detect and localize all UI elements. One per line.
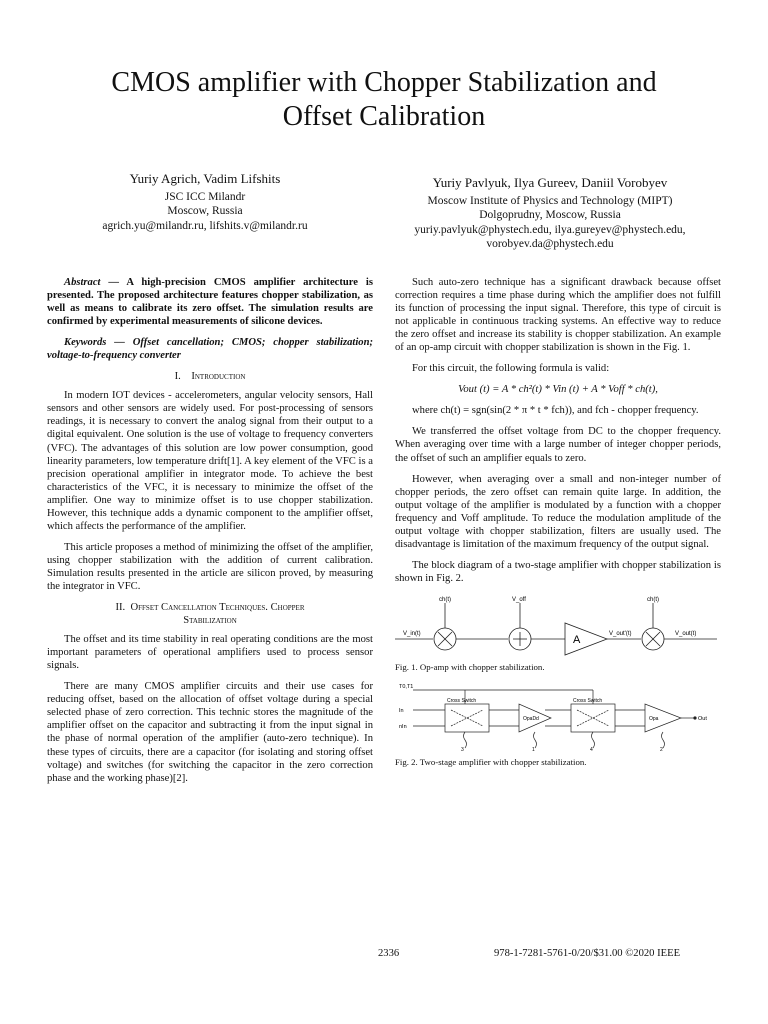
figure-2 — [395, 682, 721, 769]
paragraph: For this circuit, the following formula is valid: — [412, 363, 610, 375]
keywords-text: — Offset cancellation; CMOS; chopper stabilization; voltage-to-frequency converter — [47, 337, 373, 362]
paragraph: where ch(t) = sgn(sin(2 * π * t * fch)), and fch - chopper frequency. — [412, 405, 699, 417]
section-title-cont: Stabilization — [183, 615, 237, 627]
figure-2-caption: Fig. 2. Two-stage amplifier with chopper stabilization. — [395, 757, 587, 768]
author-affiliation: Moscow Institute of Physics and Technology (MIPT) — [427, 194, 673, 207]
title-line-1: CMOS amplifier with Chopper Stabilization and — [111, 67, 657, 98]
keywords-label: Keywords — [64, 337, 107, 349]
figure-1 — [395, 593, 721, 674]
paragraph: We transferred the offset voltage from DC to the chopper frequency. When averaging over time with a large number of integer chopper periods, the offset of such an amplifier equals to zero. — [395, 426, 721, 464]
fig1-v-off: V_off — [512, 596, 526, 603]
figure-1-caption: Fig. 1. Op-amp with chopper stabilization. — [395, 661, 545, 672]
page-number: 2336 — [378, 948, 400, 959]
paper-title — [40, 66, 728, 134]
fig2-pin-4: 4 — [590, 747, 593, 753]
fig2-in: In — [399, 708, 404, 715]
fig2-pin-2: 2 — [660, 747, 663, 753]
fig2-opa-1: OpaDd — [523, 716, 539, 723]
author-city: Moscow, Russia — [167, 205, 243, 217]
section-number: I. — [174, 371, 181, 383]
paragraph: In modern IOT devices - accelerometers, angular velocity sensors, Hall sensors and other sensors are widely used. For post-processing of sensors readings, it is necessary to convert the analog signal from their output to a digital equivalent. One solution is the use of voltage to frequency converters (VFC). The advantages of this solution are low power consumption, good linearity parameters, low temperature drift[1]. A key element of the VFC is a precision operational amplifier in integrator mode. To achieve the best characteristics of the VFC, it is necessary to minimize the offset of the amplifier. One way to minimize offset is to use chopper stabilization. However, this technique adds a dynamic component to the amplifier offset, which affects the performance of the amplifier. — [47, 390, 373, 532]
section-title: Offset Cancellation Techniques. Chopper — [130, 602, 305, 614]
section-heading-1 — [47, 370, 373, 383]
fig2-pin-1: 1 — [532, 747, 535, 753]
fig2-t0t1: T0,T1 — [399, 684, 414, 691]
abstract-text: — A high-precision CMOS amplifier architecture is presented. The proposed architecture features chopper stabilization, as well as means to calibrate its zero offset. The simulation results are confirmed by experimental measurements of silicone devices. — [47, 277, 373, 328]
fig1-v-in: V_in(t) — [403, 630, 421, 637]
title-line-2: Offset Calibration — [282, 101, 486, 132]
paragraph: However, when averaging over a small and non-integer number of chopper periods, the zero offset can remain quite large. In addition, the output voltage of the amplifier is modulated by a function with a chopper frequency and Voff amplitude. To reduce the modulation amplitude of the output voltage with chopper stabilization, filters are usually used. The disadvantage is limitation of the maximum frequency of the output signal. — [395, 473, 721, 550]
keywords — [47, 336, 373, 362]
fig2-nin: nIn — [399, 724, 407, 731]
fig1-ch-left: ch(t) — [439, 596, 451, 603]
fig2-pin-3: 3 — [461, 747, 464, 753]
copyright-notice: 978-1-7281-5761-0/20/$31.00 ©2020 IEEE — [494, 948, 681, 959]
op-amp-chopper-diagram — [395, 593, 721, 657]
fig1-v-out: V_out(t) — [675, 630, 697, 637]
section-title: Introduction — [191, 371, 246, 383]
fig2-opa-2: Opa — [649, 716, 659, 723]
author-affiliation: JSC ICC Milandr — [164, 190, 246, 203]
abstract-label: Abstract — [64, 277, 101, 288]
author-names: Yuriy Pavlyuk, Ilya Gureev, Daniil Vorobyev — [432, 175, 668, 190]
two-stage-amplifier-diagram — [395, 682, 721, 752]
fig1-ch-right: ch(t) — [647, 596, 659, 603]
paragraph: The offset and its time stability in real operating conditions are the most important parameters of operational amplifiers used to process sensor signals. — [47, 634, 373, 672]
abstract — [47, 276, 373, 328]
section-number: II. — [115, 602, 126, 614]
fig2-out: Out — [698, 716, 707, 723]
section-heading-2 — [47, 601, 373, 627]
author-email-cont[interactable]: vorobyev.da@phystech.edu — [486, 238, 614, 250]
fig2-cross-switch-1: Cross Switch — [447, 698, 477, 705]
equation: Vout (t) = A * ch²(t) * Vin (t) + A * Voff * ch(t), — [458, 384, 658, 396]
author-email[interactable]: agrich.yu@milandr.ru, lifshits.v@milandr.ru — [102, 219, 308, 232]
paragraph: This article proposes a method of minimizing the offset of the amplifier, using chopper stabilization with the addition of current calibration. Simulation results presented in the article are silicon proved, by measuring the integrator in VFC. — [47, 541, 373, 592]
right-column — [395, 276, 721, 777]
author-block-2 — [380, 176, 720, 252]
author-names: Yuriy Agrich, Vadim Lifshits — [129, 171, 281, 186]
fig1-v-out-prime: V_out'(t) — [609, 630, 632, 637]
paragraph: There are many CMOS amplifier circuits and their use cases for reducing offset, based on the allocation of offset voltage during a special selected phase of zero correction. This technic stores the magnitude of the amplifier offset on the capacitor and subtracting it from the input signal in the phase of normal operation of the amplifier (auto-zero technique). In these types of circuits, there are a capacitor (for isolating and storing offset voltage) and switches (for switching the capacitor in the zero correction phase and the working phase)[2]. — [47, 681, 373, 784]
left-column — [47, 276, 373, 793]
paragraph: The block diagram of a two-stage amplifier with chopper stabilization is shown in Fig. 2. — [395, 559, 721, 584]
fig1-amp-label: A — [573, 633, 581, 646]
fig2-cross-switch-2: Cross Switch — [573, 698, 603, 705]
author-city: Dolgoprudny, Moscow, Russia — [479, 209, 621, 221]
author-block-1 — [80, 172, 330, 233]
paragraph: Such auto-zero technique has a significant drawback because offset correction requires a time phase during which the amplifier does not fulfill its function of processing the input signal. Therefore, this type of circuit is not applicable in continuous tracking systems. An effective way to reduce the zero offset and increase its stability is chopper stabilization. An example of an op-amp circuit with chopper stabilization is shown in the Fig. 1. — [395, 277, 721, 354]
author-email[interactable]: yuriy.pavlyuk@phystech.edu, ilya.gureyev@phystech.edu, — [414, 223, 686, 236]
